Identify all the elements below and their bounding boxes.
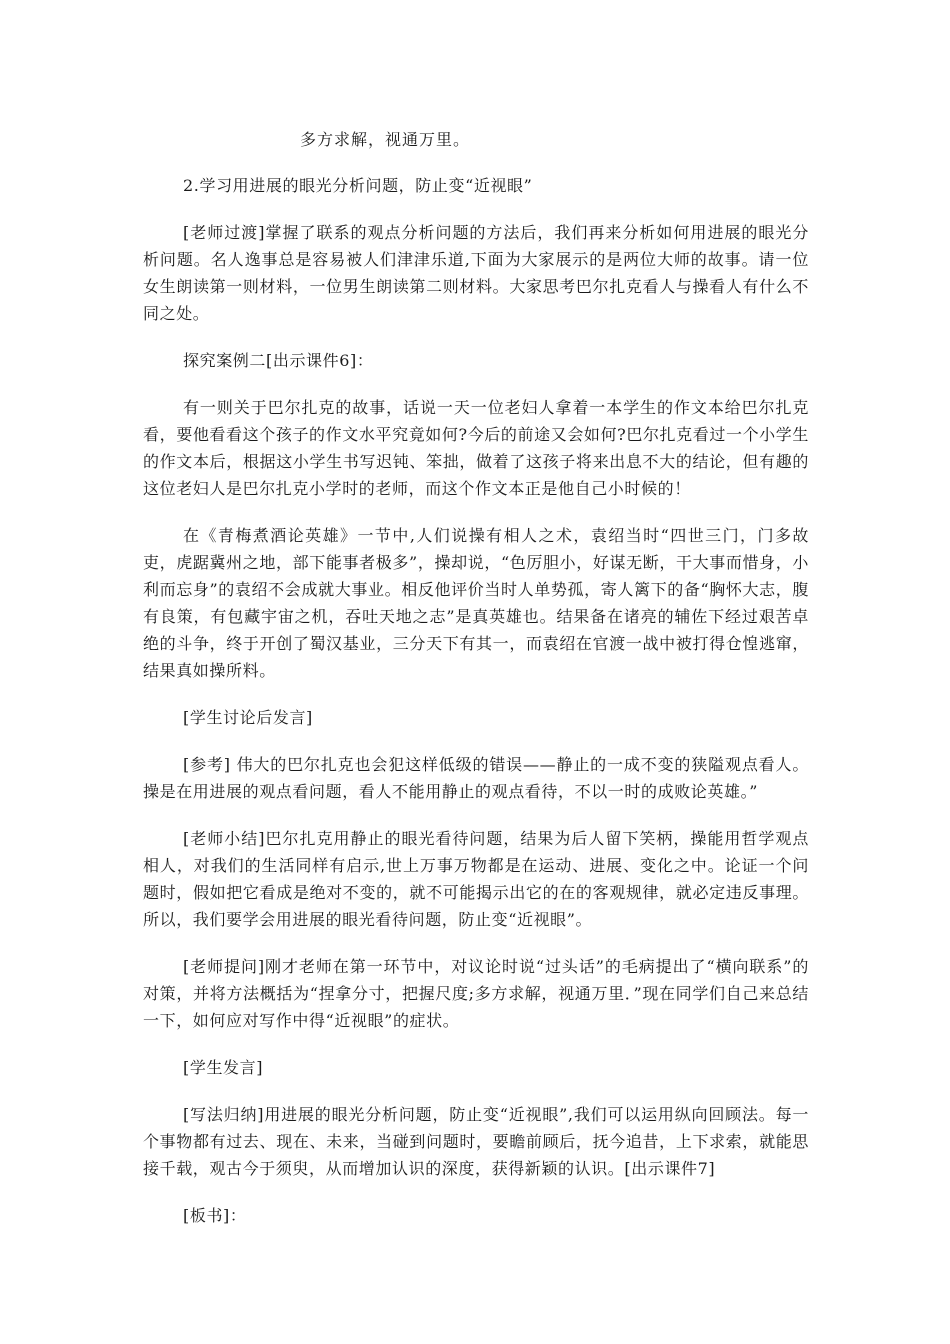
- lead-line: 多方求解，视通万里。: [300, 130, 471, 149]
- balzac-story-paragraph: 有一则关于巴尔扎克的故事，话说一天一位老妇人拿着一本学生的作文本给巴尔扎克看，要他看看这个孩子的作文水平究竟如何?今后的前途又会如何?巴尔扎克看过一个小学生的作文本后，根据这小学生书写迟钝、笨拙，做着了这孩子将来出息不大的结论，但有趣的这位老妇人是巴尔扎克小学时的老师，而这个作文本正是他自己小时候的！: [143, 398, 809, 498]
- case-study-label: 探究案例二[出示课件6]：: [183, 351, 374, 370]
- hero-discussion-paragraph: 在《青梅煮酒论英雄》一节中,人们说操有相人之术，袁绍当时“四世三门，门多故吏，虎踞冀州之地，部下能事者极多”，操却说，“色厉胆小，好谋无断，干大事而惜身，小利而忘身”的袁绍不会成就大事业。相反他评价当时人单势孤，寄人篱下的备“胸怀大志，腹有良策，有包藏宇宙之机，吞吐天地之志”是真英雄也。结果备在诸亮的辅佐下经过艰苦卓绝的斗争，终于开创了蜀汉基业，三分天下有其一，而袁绍在官渡一战中被打得仓惶逃窜，结果真如操所料。: [143, 526, 809, 680]
- teacher-summary-paragraph: [老师小结]巴尔扎克用静止的眼光看待问题，结果为后人留下笑柄，操能用哲学观点相人，对我们的生活同样有启示,世上万事万物都是在运动、进展、变化之中。论证一个问题时，假如把它看成是绝对不变的，就不可能揭示出它的在的客观规律，就必定违反事理。所以，我们要学会用进展的眼光看待问题，防止变“近视眼”。: [143, 829, 809, 929]
- document-body: [143, 172, 809, 1249]
- blackboard-label: [板书]：: [183, 1206, 247, 1225]
- teacher-transition-paragraph: [老师过渡]掌握了联系的观点分析问题的方法后，我们再来分析如何用进展的眼光分析问题。名人逸事总是容易被人们津津乐道,下面为大家展示的是两位大师的故事。请一位女生朗读第一则材料，一位男生朗读第二则材料。大家思考巴尔扎克看人与操看人有什么不同之处。: [143, 223, 809, 323]
- student-discussion-label: [学生讨论后发言]: [183, 708, 313, 727]
- writing-method-paragraph: [写法归纳]用进展的眼光分析问题，防止变“近视眼”,我们可以运用纵向回顾法。每一个事物都有过去、现在、未来，当碰到问题时，要瞻前顾后，抚今追昔，上下求索，就能思接千载，观古今于须臾，从而增加认识的深度，获得新颖的认识。[出示课件7]: [143, 1105, 809, 1178]
- section-heading: 2.学习用进展的眼光分析问题，防止变“近视眼”: [183, 176, 533, 195]
- reference-paragraph: [参考] 伟大的巴尔扎克也会犯这样低级的错误——静止的一成不变的狭隘观点看人。操是在用进展的观点看问题，看人不能用静止的观点看待，不以一时的成败论英雄。”: [143, 755, 809, 801]
- teacher-question-paragraph: [老师提问]刚才老师在第一环节中，对议论时说“过头话”的毛病提出了“横向联系”的对策，并将方法概括为“捏拿分寸，把握尺度;多方求解，视通万里．”现在同学们自己来总结一下，如何应对写作中得“近视眼”的症状。: [143, 957, 809, 1030]
- student-speech-label: [学生发言]: [183, 1058, 264, 1077]
